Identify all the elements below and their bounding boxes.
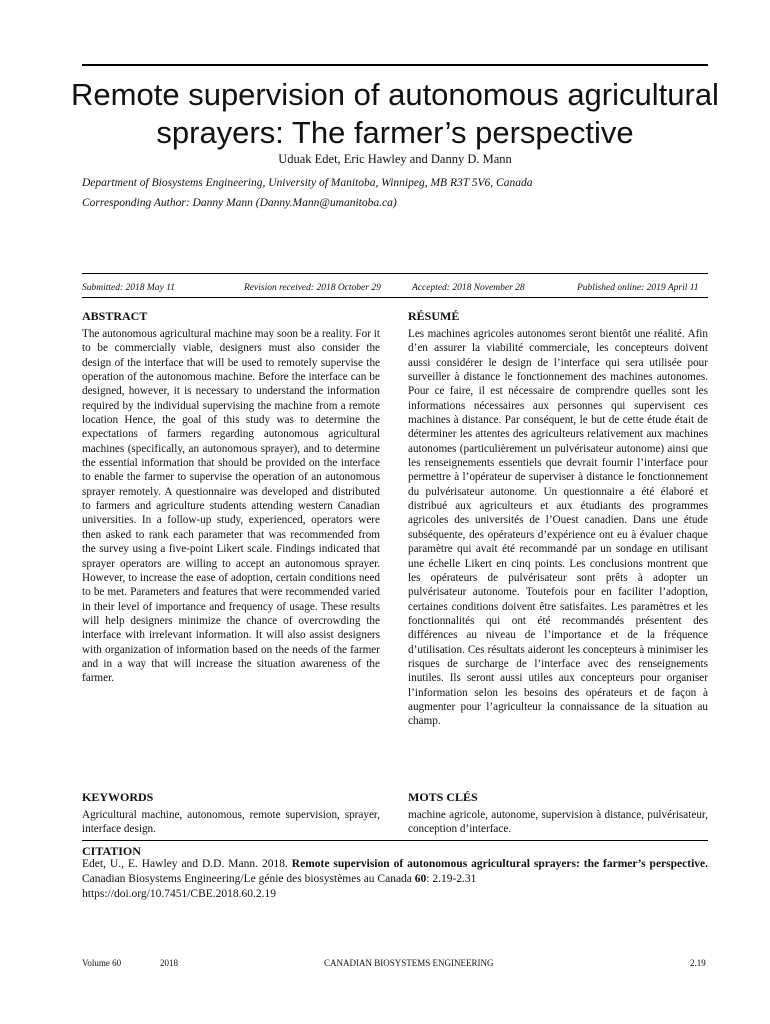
author-list: Uduak Edet, Eric Hawley and Danny D. Mann [278, 152, 512, 166]
footer-page-number: 2.19 [690, 958, 706, 968]
mots-cles-heading: MOTS CLÉS [408, 790, 478, 804]
citation-heading: CITATION [82, 844, 141, 858]
paper-title: Remote supervision of autonomous agricultural sprayers: The farmer’s perspective [71, 77, 719, 150]
citation-volume: 60 [414, 873, 427, 885]
abstract-text: The autonomous agricultural machine may soon be a reality. For it to be commercially viable, designers must also consider the design of the interface that will be used to remotely supervise the operation of the autonomous machine. Before the interface can be designed, however, it is necessary to understand the information required by the individual supervising the machine from a remote location Hence, the goal of this study was to determine the expectations of farmers regarding autonomous agricultural machines (specifically, an autonomous sprayer), and to determine the essential information that should be provided on the interface to enable the farmer to supervise the operation of an autonomous sprayer remotely. A questionnaire was developed and distributed to farmers and agriculture students attending western Canadian universities. In a follow-up study, experienced, operators were then asked to rank each parameter that was recommended from the survey using a five-point Likert scale. Findings indicated that sprayer operators are willing to accept an autonomous sprayer. However, to increase the ease of adoption, certain conditions need to be met. Parameters and features that were recommended varied in their level of importance and frequency of usage. These results will help designers minimize the chance of overcrowding the interface with irrelevant information. It will also assist designers with organization of information based on the needs of the farmer and in a way that will increase the situation awareness of the farmer. [82, 328, 380, 685]
footer-volume: Volume 60 [82, 958, 122, 968]
footer-journal: CANADIAN BIOSYSTEMS ENGINEERING [324, 958, 494, 968]
mots-cles-text: machine agricole, autonome, supervision à distance, pulvérisateur, conception d’interface. [408, 809, 708, 836]
accepted-date: Accepted: 2018 November 28 [412, 283, 525, 293]
submitted-date: Submitted: 2018 May 11 [82, 283, 175, 293]
keywords-heading: KEYWORDS [82, 790, 154, 804]
citation-authors: Edet, U., E. Hawley and D.D. Mann. 2018. [82, 858, 292, 870]
citation-doi-link[interactable]: https://doi.org/10.7451/CBE.2018.60.2.19 [82, 888, 277, 900]
header-rule [82, 273, 708, 274]
citation-rule [82, 840, 708, 841]
citation-text [82, 857, 708, 902]
corresponding-author: Corresponding Author: Danny Mann (Danny.Mann@umanitoba.ca) [82, 197, 397, 209]
resume-heading: RÉSUMÉ [408, 309, 460, 323]
citation-pages: : 2.19-2.31 [426, 873, 477, 885]
keywords-text: Agricultural machine, autonomous, remote supervision, sprayer, interface design. [82, 809, 380, 836]
published-date: Published online: 2019 April 11 [577, 283, 699, 293]
revision-date: Revision received: 2018 October 29 [244, 283, 381, 293]
abstract-heading: ABSTRACT [82, 309, 148, 323]
top-rule [82, 64, 708, 66]
citation-journal: Canadian Biosystems Engineering/Le génie des biosystèmes au Canada [82, 873, 415, 885]
resume-text: Les machines agricoles autonomes seront bientôt une réalité. Afin d’en assurer la viabilité commerciale, les concepteurs doivent aussi considérer le design de l’interface qui sera utilisée pour surveiller à distance le fonctionnement des machines autonomes. Pour ce faire, il est nécessaire de comprendre quelles sont les informations nécessaires aux personnes qui supervisent ces machines à distance. Par conséquent, le but de cette étude était de déterminer les attentes des agriculteurs relativement aux machines autonomes (particulièrement un pulvérisateur autonome) ainsi que les renseignements essentiels que devrait fournir l’interface pour permettre à l’opérateur de superviser à distance le fonctionnement du pulvérisateur autonome. Un questionnaire a été élaboré et distribué aux agriculteurs et aux étudiants des programmes agricoles des universités de l’Ouest canadien. Dans une étude subséquente, des opérateurs d’expérience ont eu à évaluer chaque paramètre qui avait été recommandé par un sondage en utilisant une échelle Likert en cinq points. Les conclusions montrent que les opérateurs de pulvérisateur sont prêts à adopter un pulvérisateur autonome. Toutefois pour en faciliter l’adoption, certaines conditions doivent être satisfaites. Les paramètres et les fonctionnalités qui ont été recommandés présentent des différences au niveau de l’importance et de la fréquence d’utilisation. Ces résultats aideront les concepteurs à minimiser les risques de surcharge de l’interface avec des renseignements inutiles. Ils seront aussi utiles aux concepteurs pour organiser l’information selon les besoins des opérateurs et de façon à augmenter pour l’agriculteur la connaissance de la situation au champ. [408, 328, 708, 728]
dates-rule [82, 297, 708, 298]
affiliation: Department of Biosystems Engineering, University of Manitoba, Winnipeg, MB R3T 5V6, Canada [82, 177, 533, 189]
footer-year: 2018 [160, 958, 178, 968]
citation-title: Remote supervision of autonomous agricultural sprayers: the farmer’s perspective. [291, 858, 708, 870]
